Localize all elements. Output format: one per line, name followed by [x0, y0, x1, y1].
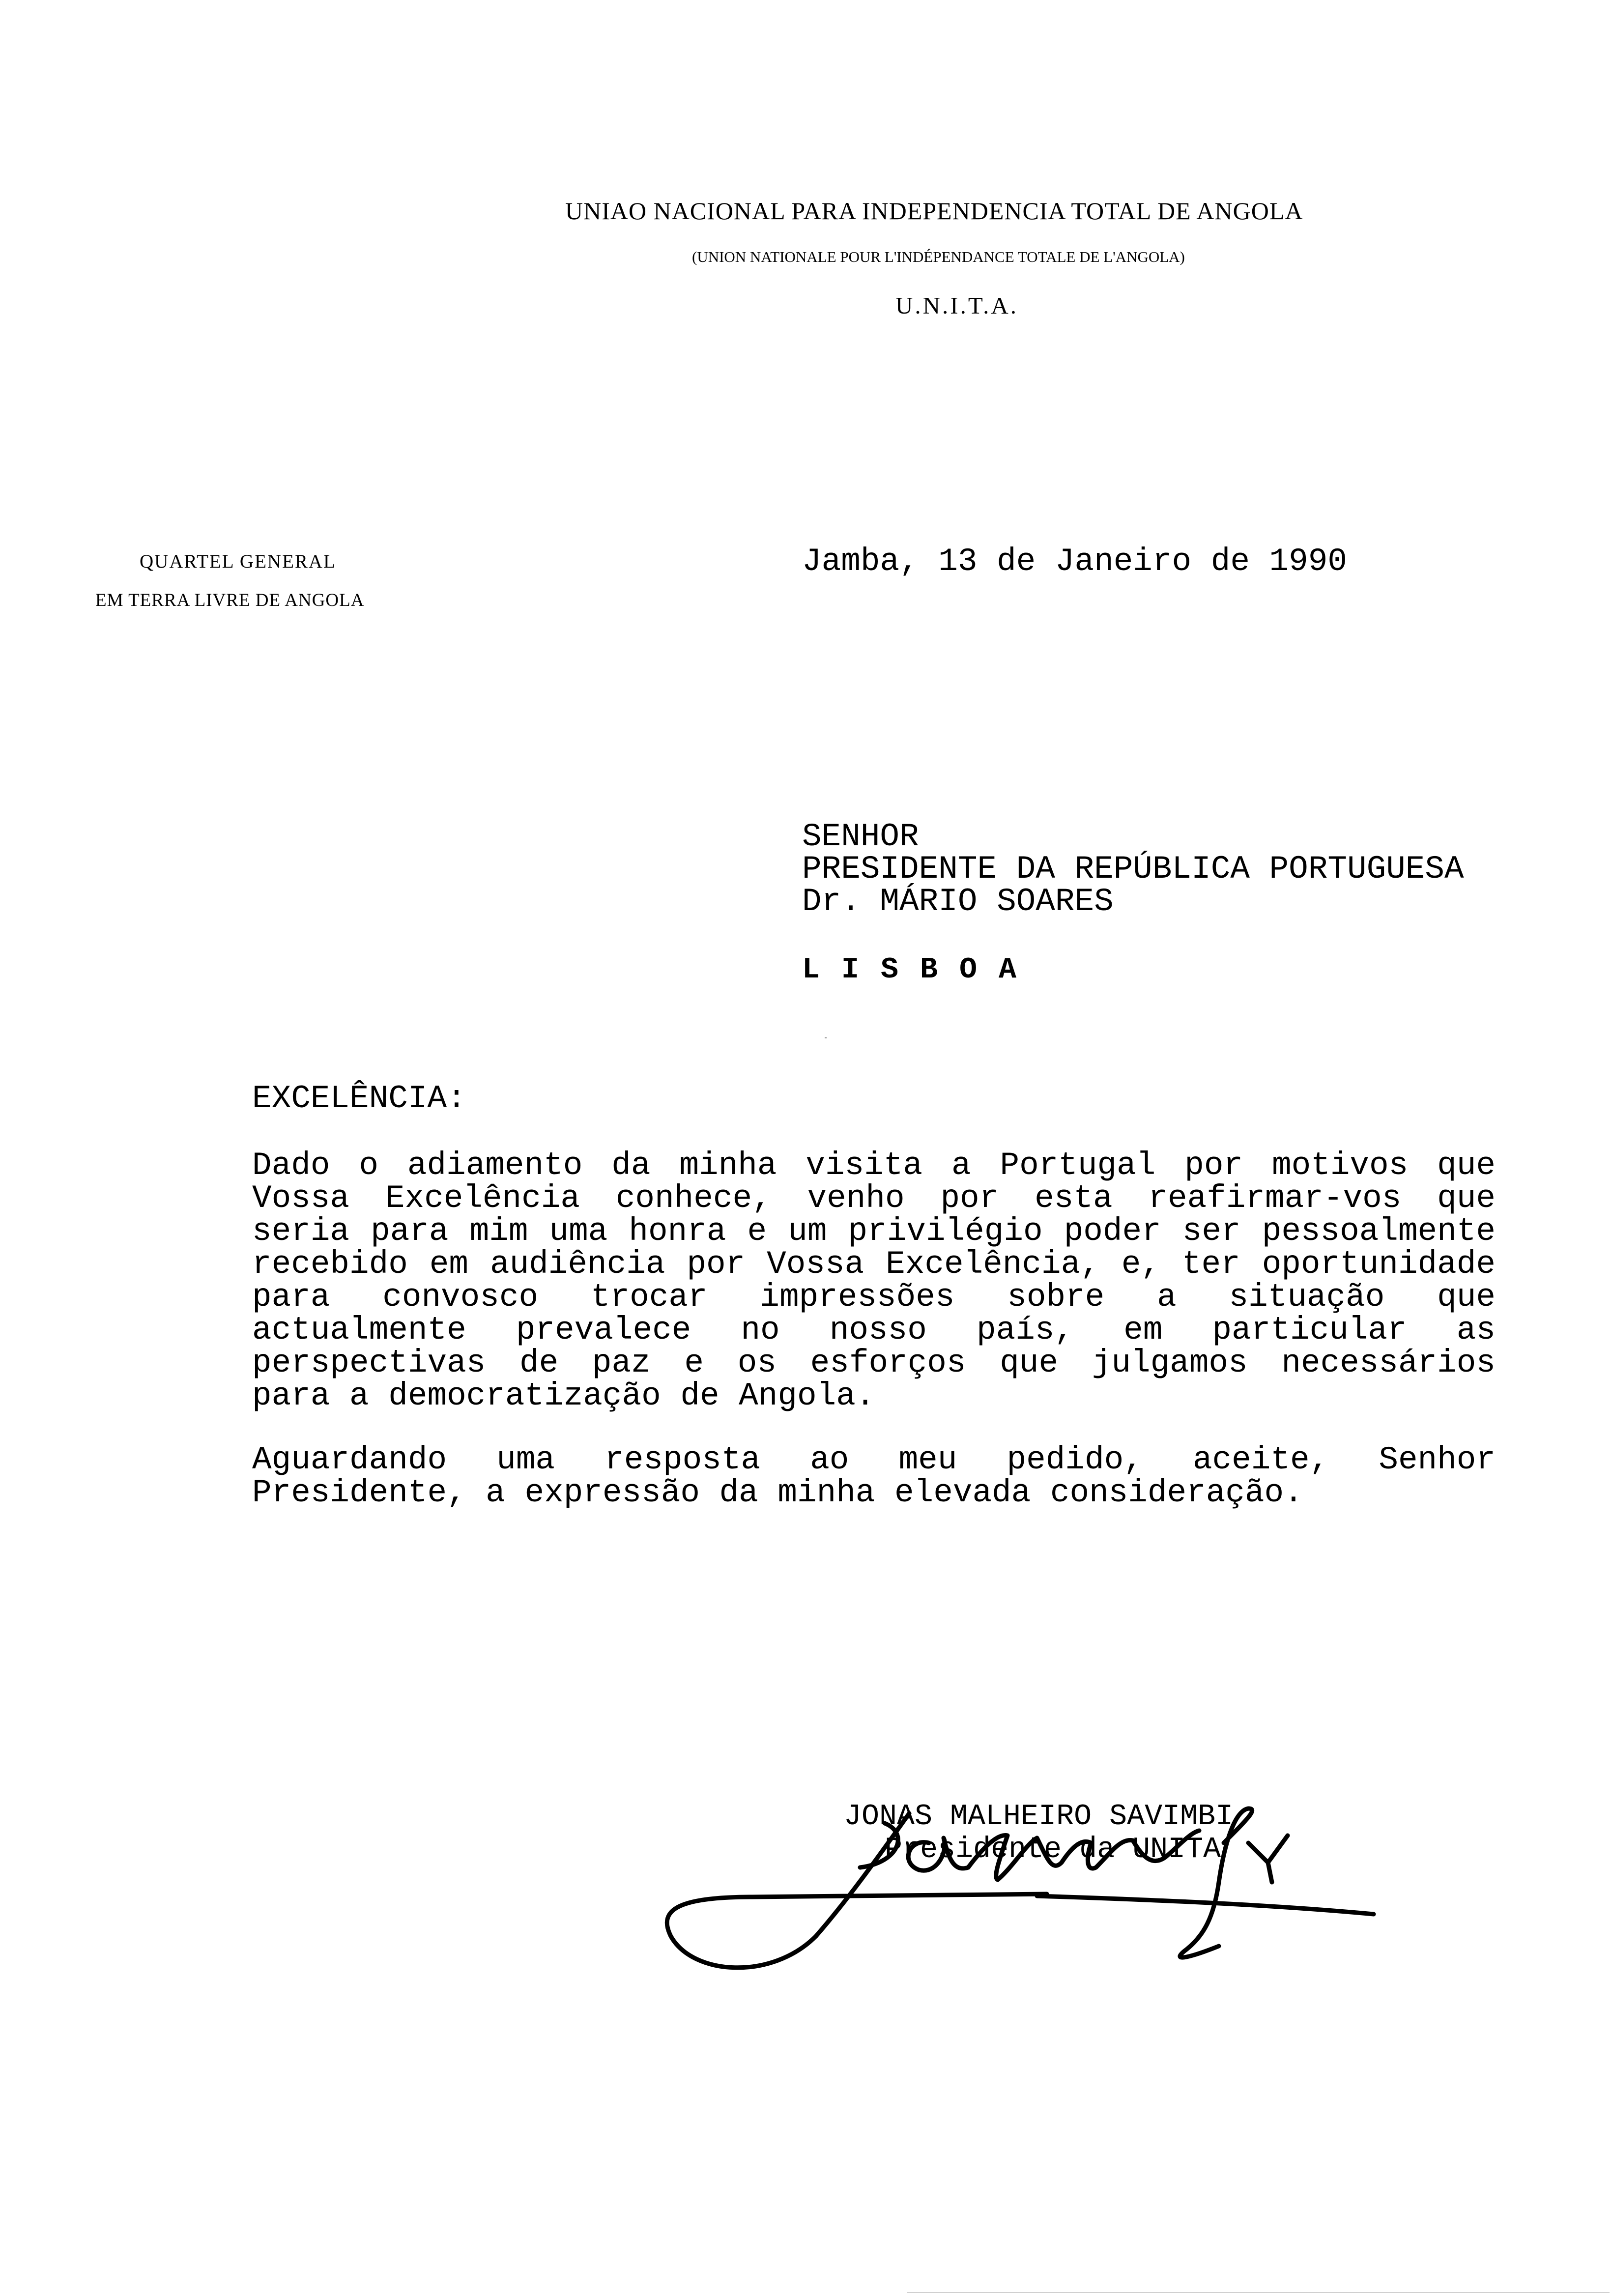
- addressee-line-3: Dr. MÁRIO SOARES: [802, 883, 1114, 920]
- paragraph-line: para a democratização de Angola.: [252, 1378, 875, 1414]
- handwritten-signature: [654, 1789, 1381, 1995]
- headquarters-line-1: QUARTEL GENERAL: [140, 551, 336, 572]
- paragraph-line: Presidente, a expressão da minha elevada consideração.: [252, 1474, 1303, 1511]
- organization-abbreviation: U.N.I.T.A.: [895, 292, 1019, 319]
- scan-speck: [825, 1037, 827, 1038]
- paragraph-line: seria para mim uma honra e um privilégio poder ser pessoalmente: [252, 1213, 1496, 1250]
- paragraph-line: Dado o adiamento da minha visita a Portugal por motivos que: [252, 1147, 1496, 1184]
- addressee-line-2: PRESIDENTE DA REPÚBLICA PORTUGUESA: [802, 851, 1464, 888]
- addressee-block: [802, 818, 1464, 920]
- signer-title: Presidente da UNITA: [885, 1833, 1221, 1866]
- paragraph-line: Aguardando uma resposta ao meu pedido, aceite, Senhor: [252, 1441, 1496, 1478]
- paragraph-line: recebido em audiência por Vossa Excelência, e, ter oportunidade: [252, 1246, 1496, 1283]
- letter-date: Jamba, 13 de Janeiro de 1990: [802, 543, 1347, 580]
- body-paragraph-1: [252, 1149, 1496, 1412]
- paragraph-line: Vossa Excelência conhece, venho por esta reafirmar-vos que: [252, 1180, 1496, 1217]
- page-edge-line: [907, 2292, 1610, 2293]
- paragraph-line: perspectivas de paz e os esforços que julgamos necessários: [252, 1345, 1496, 1381]
- headquarters-line-2: EM TERRA LIVRE DE ANGOLA: [95, 590, 365, 610]
- organization-name: UNIAO NACIONAL PARA INDEPENDENCIA TOTAL DE ANGOLA: [565, 197, 1303, 225]
- addressee-city: LISBOA: [802, 953, 1038, 987]
- paragraph-line: actualmente prevalece no nosso país, em particular as: [252, 1312, 1496, 1349]
- body-paragraph-2: [252, 1443, 1496, 1509]
- addressee-line-1: SENHOR: [802, 818, 919, 855]
- organization-name-french: (UNION NATIONALE POUR L'INDÉPENDANCE TOTALE DE L'ANGOLA): [692, 248, 1185, 265]
- paragraph-line: para convosco trocar impressões sobre a situação que: [252, 1279, 1496, 1316]
- signer-name: JONAS MALHEIRO SAVIMBI: [844, 1800, 1234, 1834]
- salutation: EXCELÊNCIA:: [252, 1080, 466, 1117]
